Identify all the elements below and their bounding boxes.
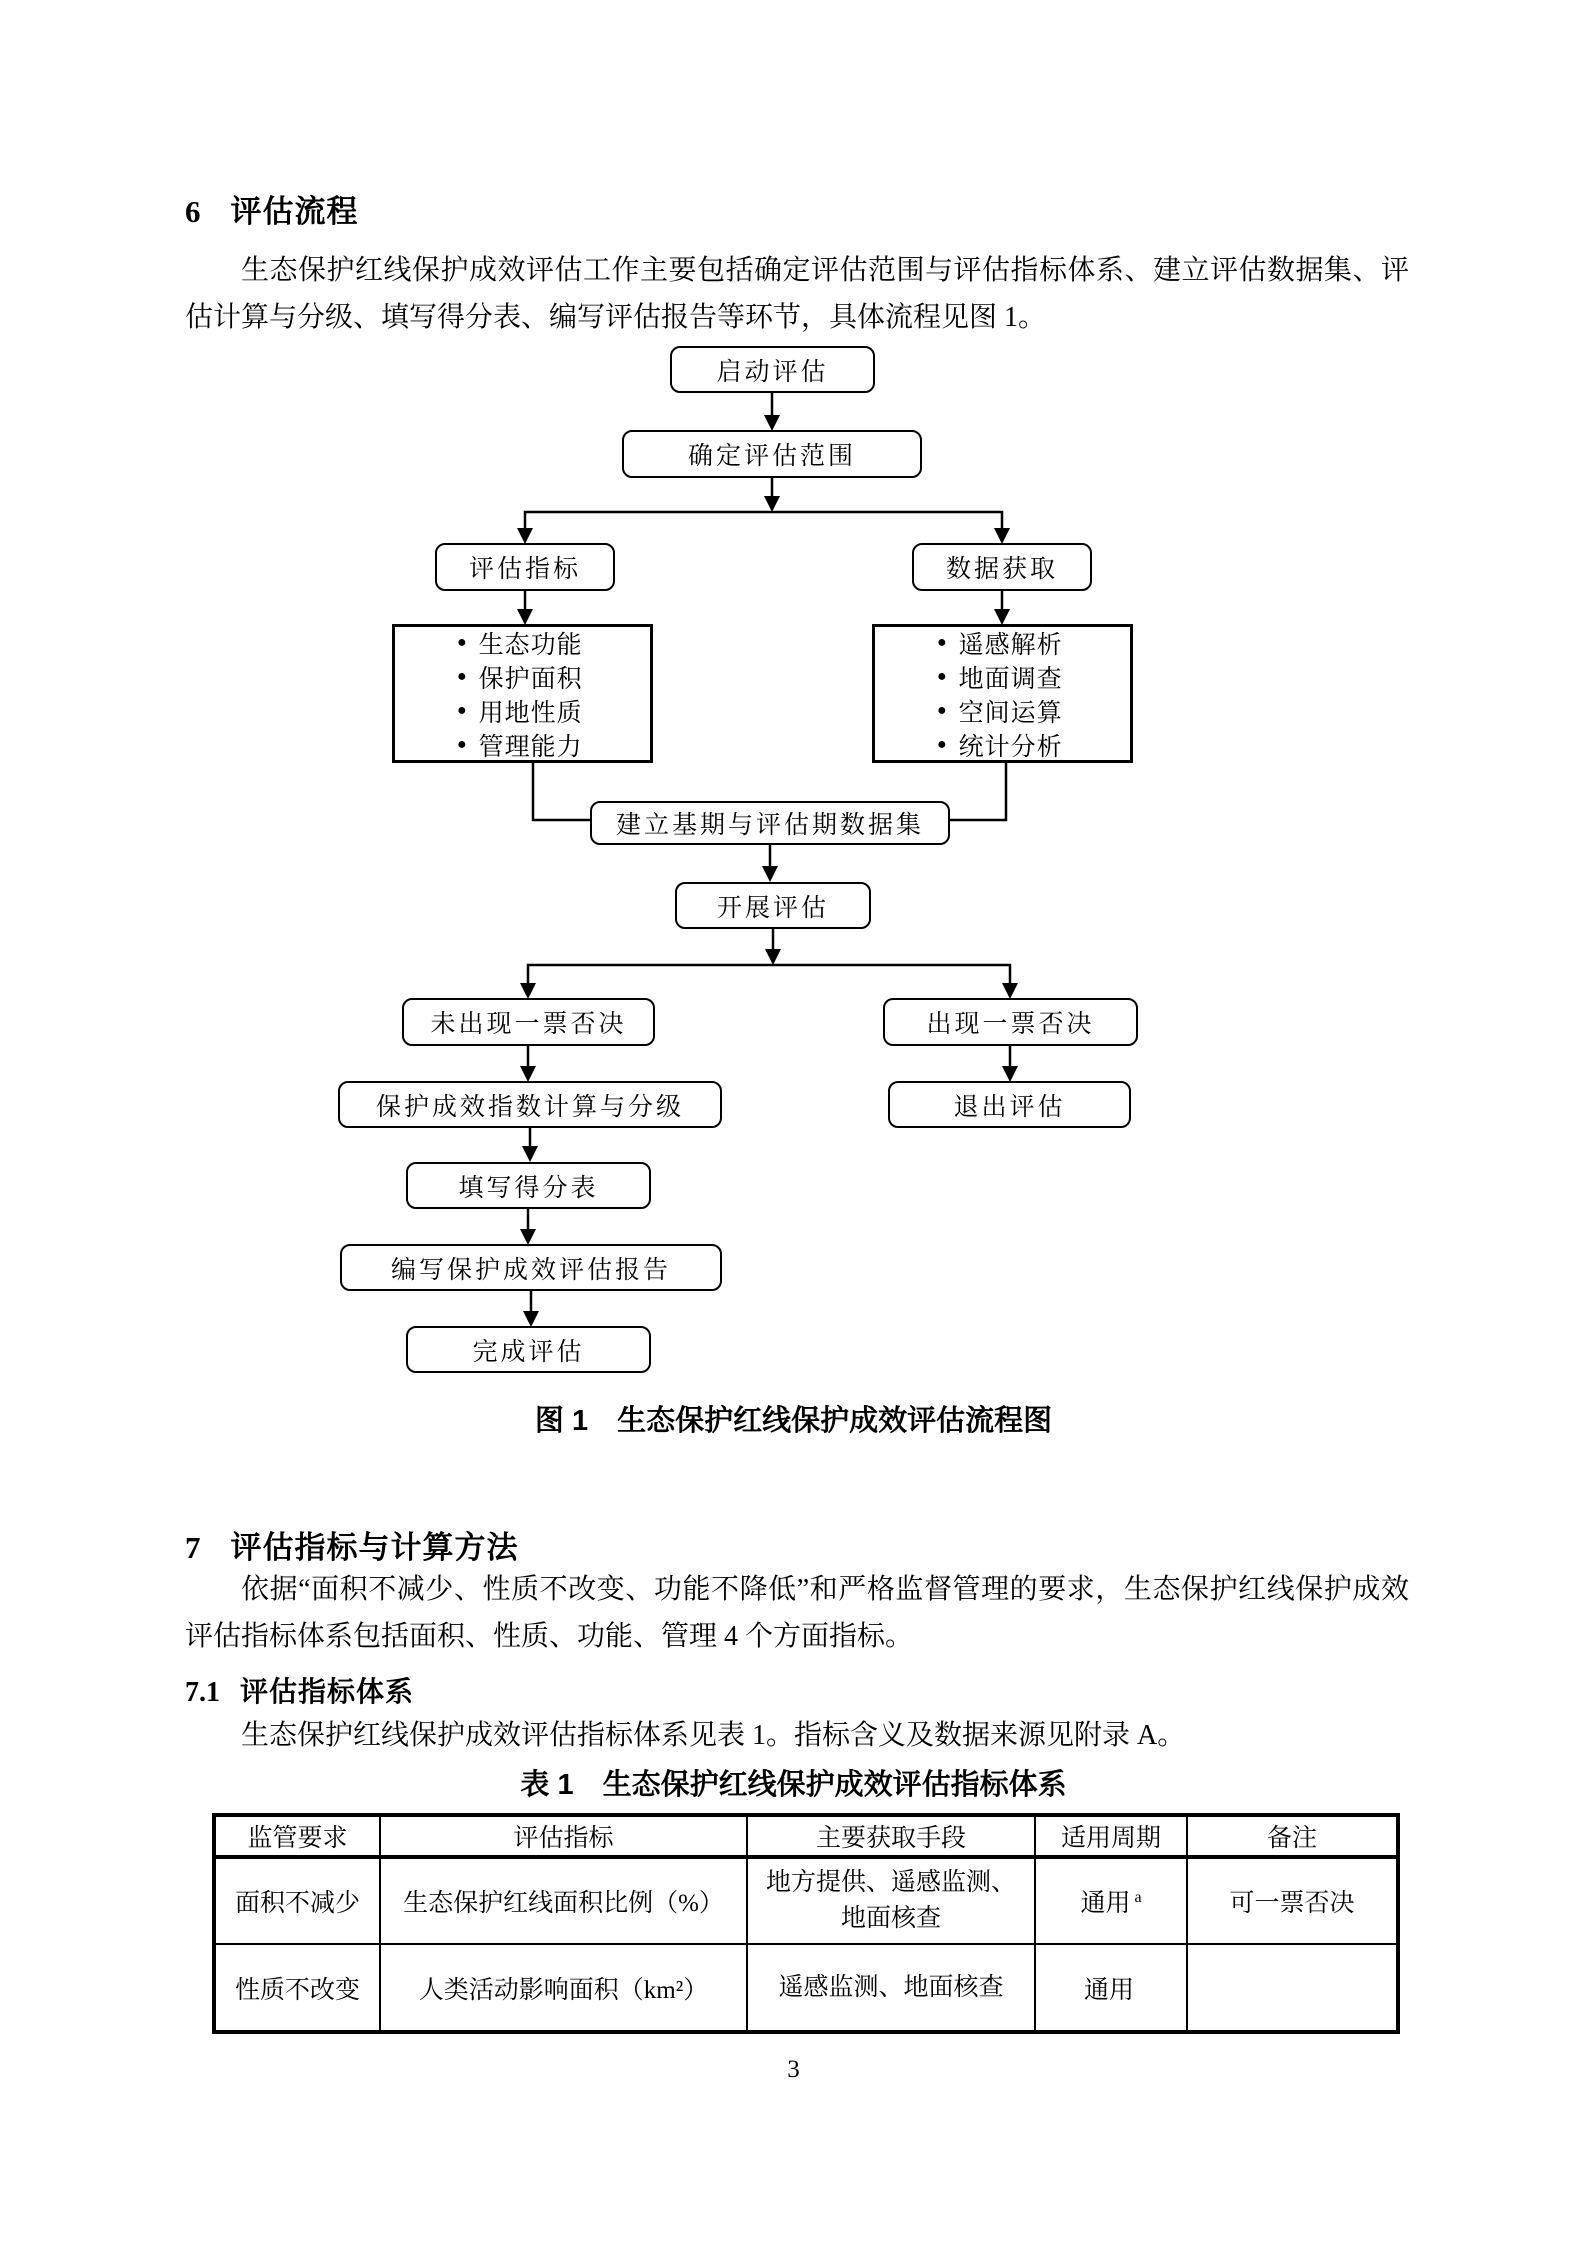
cell-indicator: 生态保护红线面积比例（%） [380, 1857, 747, 1944]
section-7-heading [185, 1522, 519, 1567]
table-1-caption: 表 1 生态保护红线保护成效评估指标体系 [520, 1769, 1067, 1801]
bullet-icon: ● [937, 701, 948, 719]
flow-node-index-calculation: 保护成效指数计算与分级 [338, 1081, 722, 1128]
cell-cycle [1035, 1857, 1187, 1944]
cell-requirement: 性质不改变 [214, 1944, 380, 2032]
flow-node-exit-assessment: 退出评估 [888, 1081, 1131, 1128]
column-header-cycle: 适用周期 [1035, 1815, 1187, 1857]
footnote-marker: a [1134, 1888, 1142, 1906]
list-item-label: 统计分析 [958, 733, 1063, 761]
list-item-label: 地面调查 [958, 665, 1063, 693]
table-row [214, 1857, 1398, 1944]
list-item-label: 生态功能 [478, 631, 583, 659]
column-header-remark: 备注 [1187, 1815, 1398, 1857]
list-item [457, 626, 583, 660]
cell-indicator: 人类活动影响面积（km²） [380, 1944, 747, 2032]
table-row [214, 1944, 1398, 2032]
figure-1-caption: 图 1 生态保护红线保护成效评估流程图 [534, 1405, 1053, 1437]
flow-node-write-report: 编写保护成效评估报告 [340, 1244, 722, 1291]
list-item [457, 728, 583, 762]
flow-node-indicator-list [392, 624, 653, 763]
list-item-label: 保护面积 [478, 665, 583, 693]
cell-method: 遥感监测、地面核查 [747, 1944, 1035, 2032]
flow-node-no-veto: 未出现一票否决 [402, 998, 655, 1046]
list-item [937, 660, 1063, 694]
list-item-label: 管理能力 [478, 733, 583, 761]
column-header-method: 主要获取手段 [747, 1815, 1035, 1857]
list-item [937, 626, 1063, 660]
column-header-requirement: 监管要求 [214, 1815, 380, 1857]
list-item-label: 用地性质 [478, 699, 583, 727]
flow-node-complete-assessment: 完成评估 [406, 1326, 651, 1373]
list-item [937, 728, 1063, 762]
table-header-row [214, 1815, 1398, 1857]
section-7-1-title: 评估指标体系 [240, 1676, 415, 1707]
list-item-label: 遥感解析 [958, 631, 1063, 659]
section-7-1-heading [185, 1670, 414, 1710]
section-7-1-number: 7.1 [185, 1677, 220, 1708]
bullet-icon: ● [457, 735, 468, 753]
cell-remark [1187, 1944, 1398, 2032]
list-item [457, 660, 583, 694]
list-item-label: 空间运算 [958, 699, 1063, 727]
section-7-title: 评估指标与计算方法 [230, 1530, 519, 1565]
cycle-value: 通用 [1080, 1890, 1131, 1917]
section-6-paragraph: 生态保护红线保护成效评估工作主要包括确定评估范围与评估指标体系、建立评估数据集、评估计算与分级、填写得分表、编写评估报告等环节，具体流程见图 1。 [185, 255, 1409, 333]
list-item [937, 694, 1063, 728]
flow-node-data-acquisition: 数据获取 [912, 543, 1092, 591]
bullet-icon: ● [937, 667, 948, 685]
flow-node-build-dataset: 建立基期与评估期数据集 [590, 801, 950, 845]
column-header-indicator: 评估指标 [380, 1815, 747, 1857]
cell-method: 地方提供、遥感监测、地面核查 [747, 1857, 1035, 1944]
flow-node-assessment-indicators: 评估指标 [435, 543, 615, 591]
section-7-number: 7 [185, 1530, 201, 1565]
flow-node-veto-occurred: 出现一票否决 [883, 998, 1138, 1046]
cell-requirement: 面积不减少 [214, 1857, 380, 1944]
bullet-icon: ● [937, 735, 948, 753]
bullet-icon: ● [457, 633, 468, 651]
bullet-icon: ● [937, 633, 948, 651]
table-1 [212, 1813, 1400, 2034]
section-6-number: 6 [185, 194, 201, 229]
flow-node-conduct-assessment: 开展评估 [675, 882, 871, 929]
bullet-icon: ● [457, 701, 468, 719]
flow-node-fill-score-table: 填写得分表 [406, 1162, 651, 1209]
section-6-title: 评估流程 [230, 194, 359, 229]
cell-remark: 可一票否决 [1187, 1857, 1398, 1944]
cell-cycle [1035, 1944, 1187, 2032]
bullet-icon: ● [457, 667, 468, 685]
cycle-value: 通用 [1083, 1976, 1134, 2004]
flow-node-define-scope: 确定评估范围 [622, 430, 922, 478]
section-7-paragraph: 依据“面积不减少、性质不改变、功能不降低”和严格监督管理的要求，生态保护红线保护成效评估指标体系包括面积、性质、功能、管理 4 个方面指标。 [185, 1574, 1409, 1652]
flow-node-acquisition-method-list [872, 624, 1133, 763]
list-item [457, 694, 583, 728]
flow-node-start-assessment: 启动评估 [670, 346, 875, 393]
section-7-1-paragraph: 生态保护红线保护成效评估指标体系见表 1。指标含义及数据来源见附录 A。 [241, 1720, 1186, 1751]
page-number: 3 [787, 2056, 800, 2083]
